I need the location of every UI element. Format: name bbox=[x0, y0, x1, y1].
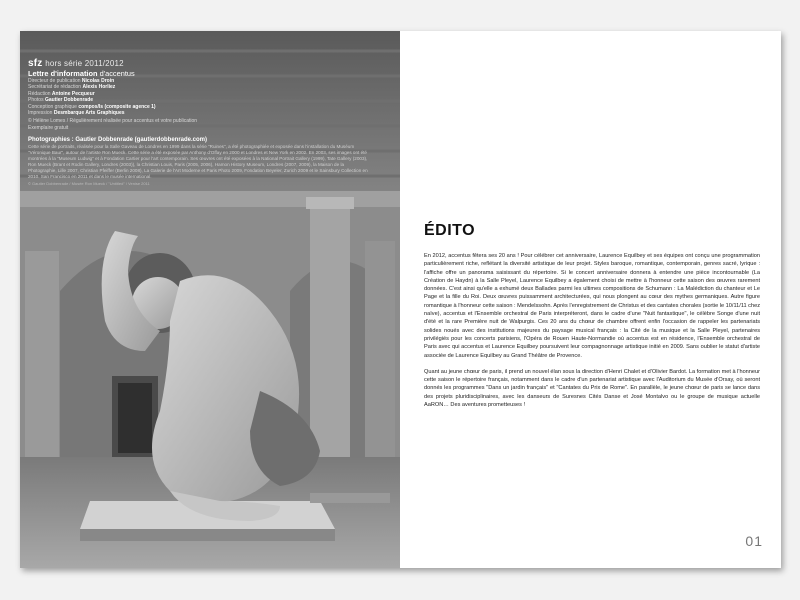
credit-line: Photos Gautier Dobbenrade bbox=[28, 97, 94, 104]
edito-page bbox=[400, 31, 781, 568]
brand-logo: sfz bbox=[28, 58, 43, 69]
newsletter-title-of: d'accentus bbox=[99, 69, 135, 78]
photo-credit-title: Photographies : Gautier Dobbenrade (gautierdobbenrade.com) bbox=[28, 137, 208, 144]
credit-line: Rédaction Antoine Pecqueur bbox=[28, 90, 95, 97]
newsletter-title bbox=[28, 69, 373, 78]
credit-line: Conception graphique compos/ls (composite agence 1) bbox=[28, 103, 156, 110]
page-number: 01 bbox=[745, 533, 763, 549]
brand-row bbox=[28, 58, 373, 69]
cover-photo-page bbox=[20, 31, 400, 568]
photo-credit-small: © Gautier Dobbenrade / Musée Ron Mueck / "Untitled" / Venise 2011 bbox=[28, 180, 150, 186]
edito-body bbox=[424, 252, 760, 417]
newsletter-title-main: Lettre d'information bbox=[28, 69, 98, 78]
credit-line: Directeur de publication Nicolas Droin bbox=[28, 78, 115, 84]
edito-paragraph-2: Quant au jeune chœur de paris, il prend un nouvel élan sous la direction d'Henri Chalet et d'Olivier Bardot. La formation met à l'honneur cette saison le répertoire français, notamment dans le cadre d'un partenariat artistique avec l'Auditorium du Musée d'Orsay, où seront donnés les programmes "Dans un jardin français" et "Cantates du Prix de Rome". En parallèle, le jeune chœur de paris se lance dans des projets pluridisciplinaires, avec les danseurs de Suresnes Cités Danse et José Montalvo ou le groupe de musique actuelle AaRON… Des aventures prometteuses ! bbox=[424, 368, 760, 409]
legal-line: © Hélène Lomes / Régulièrement réalisée pour accentus et votre publication bbox=[28, 118, 198, 125]
edito-paragraph-1: En 2012, accentus fêtera ses 20 ans ! Pour célébrer cet anniversaire, Laurence Equilbey et ses équipes ont conçu une programmation particulièrement riche, reflétant la diversité artistique de leur projet. Styles baroque, romantique, contemporain, genres sacré, lyrique : l'affiche offre un panorama saisissant du répertoire. Si le concert anniversaire donnera à entendre une pièce incontournable (La Création de Haydn) à la Salle Pleyel, Laurence Equilbey a également choisi de mettre à l'honneur cette saison des œuvres rarement données. C'est ainsi qu'elle a exhumé deux Ballades parmi les ultimes compositions de Schumann : La Malédiction du chanteur et Le Page et la fille du Roi. Deux œuvres puissamment architecturées, qui nous plongent au cœur des mythes germaniques. Autre figure romantique à l'honneur cette saison : Mendelssohn. Après l'enregistrement de Christus et des cantates chorales (sortie le 10/11/11 chez naïve), accentus et l'Ensemble orchestral de Paris interpréteront, dans le cadre d'une "Nuit fantastique", le célèbre Songe d'une nuit d'été et la rare Première nuit de Walpurgis. Ces 20 ans du chœur de chambre offrent enfin l'occasion de rappeler les partenariats solides noués avec des institutions majeures du paysage musical français : la Cité de la musique et la Salle Pleyel, partenaires privilégiés pour les concerts parisiens, l'Opéra de Rouen Haute-Normandie où accentus est en résidence, l'Ensemble orchestral de Paris avec qui accentus et Laurence Equilbey poursuivent leur compagnonnage artistique initié en 2009. Sans oublier le statut d'artiste associée de Laurence Equilbey au Grand Théâtre de Provence. bbox=[424, 253, 760, 359]
serie-label: hors série 2011/2012 bbox=[45, 59, 124, 68]
edito-title: ÉDITO bbox=[424, 222, 476, 239]
legal-line-2: Exemplaire gratuit bbox=[28, 124, 69, 131]
masthead bbox=[28, 58, 373, 187]
credit-line: Impression Desmbarque Arts Graphiques bbox=[28, 110, 125, 117]
magazine-spread bbox=[20, 31, 781, 568]
photo-credit-text: Cette série de portraits, réalisée pour la Salle Gaveau de Londres en 1999 dans la série "Ruines", a été photographiée et exposée dans l'installation du Muséum "Véronique Baur", autour de l'artiste Ron Mueck. Cette série a été exposée par Anthony d'Offay en 2000 et Londres et New York en 2002. En 2003, ses images ont été montrées à la "Museum Ludwig" et à Fondation Cartier pour l'art contemporain. Ses œuvres ont été exposées à la National Portrait Gallery (1999), Tate Gallery (2003), Ron Mueck (Brant et Rodin Gallery, Londres (2003)), la Christian Louis, Paris (2005, 2006), Hamon History Museum, Londres (2007, 2009), la Maison de la Photographie, Lille 2007, Christian Pfeiffer (Berlin 2008), La Galerie de l'Art Moderne et Paris Photo 2009, Fondation Beyeler, Zurich 2009 et le Sainsbury Collection en 2010. San Francisco en 2011 et dans le musée international. bbox=[28, 143, 368, 179]
credit-line: Secrétariat de rédaction Alexis Horliez bbox=[28, 84, 116, 91]
